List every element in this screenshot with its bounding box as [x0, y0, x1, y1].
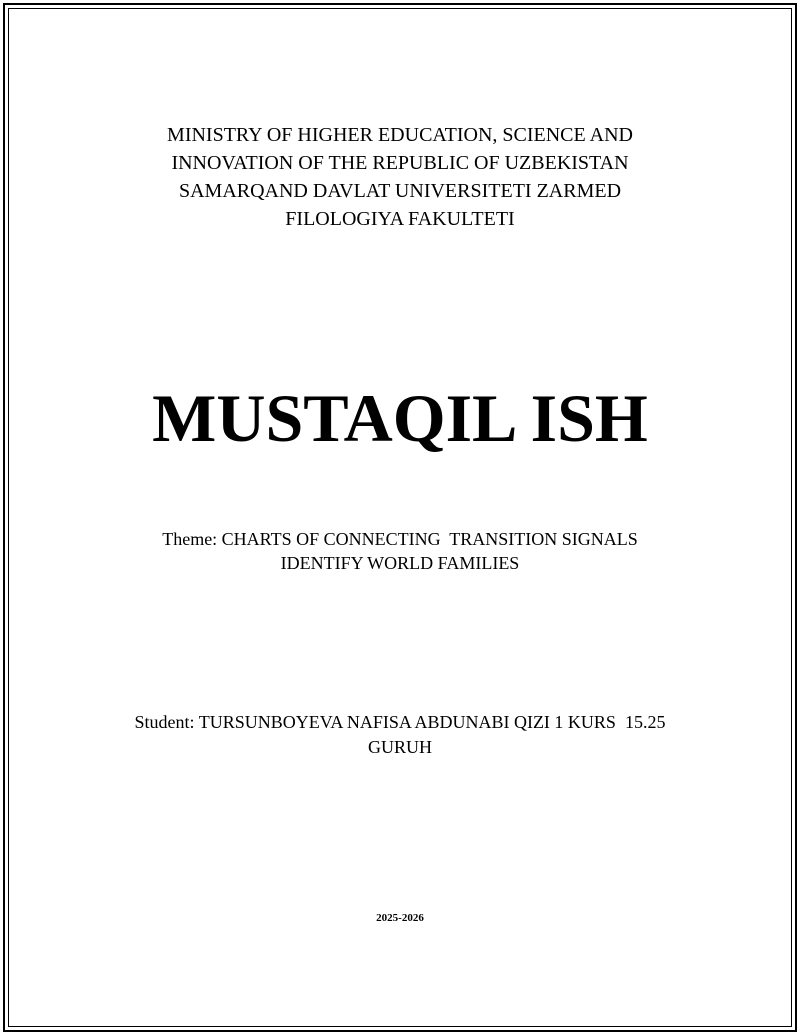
student-info — [0, 710, 800, 760]
academic-year: 2025-2026 — [376, 912, 424, 924]
header-line: FILOLOGIYA FAKULTETI — [285, 208, 515, 230]
theme — [0, 527, 800, 575]
theme-line: Theme: CHARTS OF CONNECTING TRANSITION SIGNALS — [162, 529, 638, 549]
theme-line: IDENTIFY WORLD FAMILIES — [280, 553, 520, 573]
header-line: INNOVATION OF THE REPUBLIC OF UZBEKISTAN — [171, 152, 629, 174]
institution-header — [0, 121, 800, 233]
header-line: MINISTRY OF HIGHER EDUCATION, SCIENCE AND — [167, 124, 633, 146]
student-line: GURUH — [367, 737, 432, 757]
student-line: Student: TURSUNBOYEVA NAFISA ABDUNABI QIZI 1 KURS 15.25 — [134, 712, 666, 732]
header-line: SAMARQAND DAVLAT UNIVERSITETI ZARMED — [178, 180, 622, 202]
document-title: MUSTAQIL ISH — [152, 380, 648, 456]
